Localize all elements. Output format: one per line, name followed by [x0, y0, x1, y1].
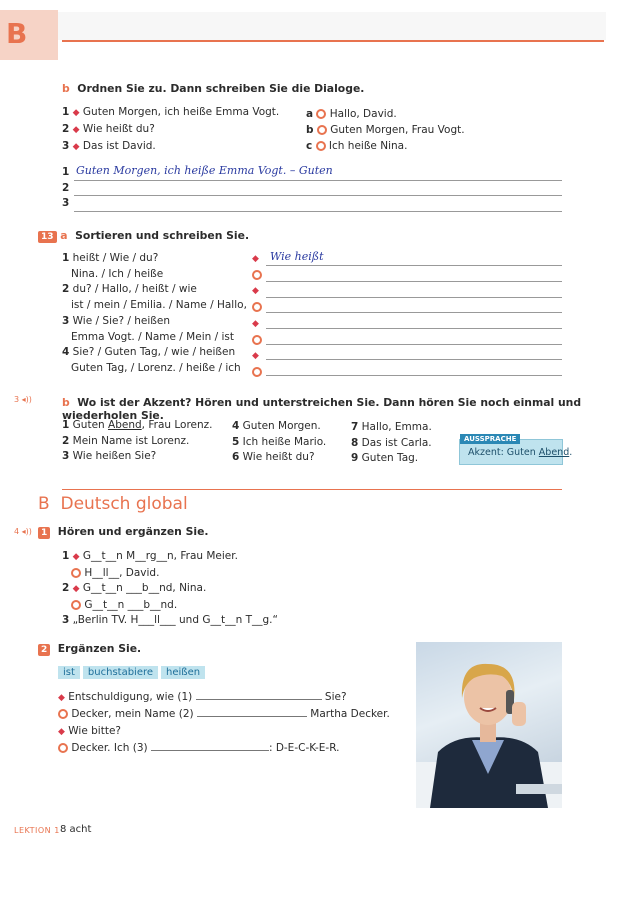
circle-icon: [252, 270, 262, 280]
list-item: Decker. Ich (3) : D-E-C-K-E-R.: [58, 740, 390, 756]
diamond-icon: ◆: [72, 584, 80, 595]
answer-line[interactable]: [266, 312, 562, 313]
list-item: 9 Guten Tag.: [351, 452, 419, 464]
ex-b-right-list: [306, 106, 465, 154]
ex-2-lines: [58, 689, 390, 756]
answer-line[interactable]: [266, 328, 562, 329]
diamond-icon: ◆: [58, 726, 65, 737]
exercise-number-badge: 2: [38, 644, 50, 656]
circle-icon: [58, 709, 68, 719]
list-item: 3 „Berlin TV. H___ll___ und G__t__n T__g.“: [62, 614, 278, 627]
circle-icon: [252, 302, 262, 312]
ex-13a-items: [62, 251, 247, 377]
diamond-icon: ◆: [72, 108, 80, 118]
list-item: 4 Sie? / Guten Tag, / wie / heißen: [62, 346, 236, 359]
answer-line[interactable]: [74, 211, 562, 212]
list-item: 5 Ich heiße Mario.: [232, 435, 327, 448]
circle-icon: [71, 600, 81, 610]
ex-b-left-list: [62, 104, 279, 155]
footer-lektion: LEKTION 1: [14, 826, 60, 835]
photo-illustration: [416, 642, 562, 808]
answer-number: 1: [62, 166, 70, 178]
circle-icon: [316, 109, 326, 119]
list-item: 2 Mein Name ist Lorenz.: [62, 434, 190, 447]
list-item: 3 ◆ Das ist David.: [62, 140, 156, 152]
list-item: 7 Hallo, Emma.: [351, 421, 432, 433]
list-item: ist / mein / Emilia. / Name / Hallo,: [71, 299, 247, 312]
answer-number: 2: [62, 182, 70, 194]
list-item: ◆ Wie bitte?: [58, 724, 121, 737]
speaker-icon: ◂)): [21, 395, 32, 404]
section-rule: [62, 489, 562, 490]
ex-1-lines: [62, 549, 278, 629]
speaker-icon: ◂)): [21, 527, 32, 536]
audio-track[interactable]: 4 ◂)): [14, 527, 32, 536]
ex-13b-col2: [232, 419, 326, 466]
blank-field[interactable]: [196, 699, 322, 700]
diamond-icon: ◆: [252, 286, 259, 297]
list-item: 1 heißt / Wie / du?: [62, 252, 159, 264]
ex-b-label: b: [62, 82, 70, 95]
list-item: 2 ◆ Wie heißt du?: [62, 123, 155, 135]
list-item: 3 Wie / Sie? / heißen: [62, 314, 170, 327]
ex-13b-col1: [62, 418, 213, 465]
section-title: B Deutsch global: [38, 494, 188, 514]
answer-line[interactable]: [266, 344, 562, 345]
answer-line[interactable]: [266, 297, 562, 298]
answer-line: [74, 180, 562, 181]
answer-line[interactable]: [266, 359, 562, 360]
answer-number: 3: [62, 197, 70, 209]
list-item: H__ll__, David.: [62, 566, 278, 582]
blank-field[interactable]: [151, 750, 269, 751]
list-item: G__t__n ___b__nd.: [62, 598, 278, 614]
answer-line[interactable]: [74, 195, 562, 196]
list-item: Guten Tag, / Lorenz. / heiße / ich: [71, 361, 241, 374]
circle-icon: [252, 367, 262, 377]
ex-13b-col3: [351, 420, 432, 467]
list-item: 6 Wie heißt du?: [232, 451, 315, 463]
blank-field[interactable]: [197, 716, 307, 717]
diamond-icon: ◆: [72, 125, 80, 135]
diamond-icon: ◆: [252, 351, 259, 362]
diamond-icon: ◆: [72, 552, 80, 562]
ex-13a-markers: [252, 251, 262, 381]
word-chip: buchstabiere: [83, 666, 158, 679]
ex-2-heading: 2 Ergänzen Sie.: [38, 642, 141, 656]
word-chip: ist: [58, 666, 80, 679]
circle-icon: [71, 568, 81, 578]
diamond-icon: ◆: [252, 254, 259, 264]
list-item: 2 ◆ G__t__n ___b__nd, Nina.: [62, 582, 207, 595]
ex-b-instruction: Ordnen Sie zu. Dann schreiben Sie die Dialoge.: [77, 82, 365, 95]
list-item: ◆ Entschuldigung, wie (1) Sie?: [58, 691, 347, 703]
aussprache-box: [459, 435, 573, 465]
ex-13a-heading: 13 a Sortieren und schreiben Sie.: [38, 229, 249, 243]
list-item: b Guten Morgen, Frau Vogt.: [306, 124, 465, 136]
diamond-icon: ◆: [58, 693, 65, 703]
diamond-icon: ◆: [72, 142, 80, 152]
exercise-number-badge: 13: [38, 231, 57, 243]
header-rule: [62, 40, 604, 42]
header-band: [58, 12, 606, 40]
ex-13b-heading: b Wo ist der Akzent? Hören und unterstreichen Sie. Dann hören Sie noch einmal und wiederholen Sie.: [62, 396, 582, 422]
ex-13a-answer-1[interactable]: Wie heißt: [270, 250, 324, 263]
aussprache-text: Akzent: Guten Abend.: [468, 447, 573, 458]
photo-woman-on-phone: [416, 642, 562, 808]
list-item: c Ich heiße Nina.: [306, 140, 408, 152]
list-item: Emma Vogt. / Name / Mein / ist: [71, 330, 234, 343]
exercise-number-badge: 1: [38, 527, 50, 539]
ex-b-heading: [62, 82, 364, 95]
aussprache-tag: AUSSPRACHE: [460, 434, 520, 444]
ex-1-heading: 1 Hören und ergänzen Sie.: [38, 525, 209, 539]
list-item: 2 du? / Hallo, / heißt / wie: [62, 283, 197, 296]
diamond-icon: ◆: [252, 318, 259, 329]
answer-line[interactable]: [266, 281, 562, 282]
circle-icon: [317, 125, 327, 135]
answer-line: [266, 265, 562, 266]
list-item: Nina. / Ich / heiße: [71, 267, 164, 280]
circle-icon: [58, 743, 68, 753]
audio-track[interactable]: 3 ◂)): [14, 395, 32, 404]
word-chip: heißen: [161, 666, 205, 679]
word-bank: [58, 666, 208, 679]
list-item: Decker, mein Name (2) Martha Decker.: [58, 706, 390, 722]
list-item: 4 Guten Morgen.: [232, 420, 321, 432]
circle-icon: [252, 335, 262, 345]
circle-icon: [316, 141, 326, 151]
list-item: a Hallo, David.: [306, 108, 397, 120]
list-item: 1 Guten Abend, Frau Lorenz.: [62, 419, 213, 431]
list-item: 8 Das ist Carla.: [351, 436, 432, 449]
list-item: 1 ◆ G__t__n M__rg__n, Frau Meier.: [62, 550, 238, 562]
header-letter: B: [6, 17, 28, 50]
footer-page: 8 acht: [60, 824, 92, 835]
ex-b-answer-1[interactable]: Guten Morgen, ich heiße Emma Vogt. – Guten: [76, 164, 333, 177]
list-item: 3 Wie heißen Sie?: [62, 450, 157, 462]
answer-line[interactable]: [266, 375, 562, 376]
list-item: 1 ◆ Guten Morgen, ich heiße Emma Vogt.: [62, 106, 280, 118]
